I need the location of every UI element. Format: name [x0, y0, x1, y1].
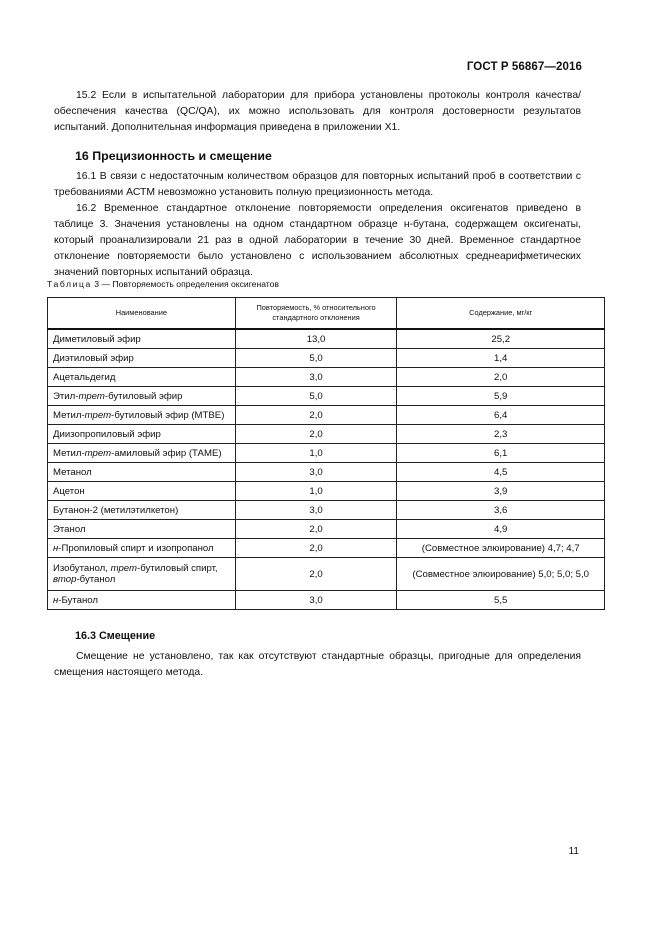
table-row	[48, 558, 605, 591]
repeatability-value: 3,0	[235, 591, 397, 610]
paragraph-16-1: 16.1 В связи с недостаточным количеством образцов для повторных испытаний проб в соответствии с требованиями АСТМ невозможно установить полную прецизионность метода.	[54, 171, 581, 198]
compound-name: Диэтиловый эфир	[48, 349, 236, 368]
repeatability-table	[47, 297, 605, 610]
table-row	[48, 463, 605, 482]
content-value: 3,9	[397, 482, 605, 501]
table-row	[48, 539, 605, 558]
repeatability-value: 5,0	[235, 349, 397, 368]
repeatability-value: 1,0	[235, 444, 397, 463]
paragraph-15-2: 15.2 Если в испытательной лаборатории для прибора установлены протоколы контроля качества/обеспечения качества (QC/QA), их можно использовать для контроля достоверности результатов испытаний. Дополнительная информация приведена в приложении X1.	[54, 90, 581, 133]
table-row	[48, 482, 605, 501]
caption-text: 3 — Повторяемость определения оксигенатов	[91, 279, 279, 289]
compound-name: Метил-трет-бутиловый эфир (МТВЕ)	[48, 406, 236, 425]
compound-name: н-Пропиловый спирт и изопропанол	[48, 539, 236, 558]
compound-name: Метанол	[48, 463, 236, 482]
compound-name: Диизопропиловый эфир	[48, 425, 236, 444]
table-row	[48, 520, 605, 539]
repeatability-value: 2,0	[235, 558, 397, 591]
standard-designation: ГОСТ Р 56867—2016	[466, 61, 582, 73]
repeatability-value: 2,0	[235, 425, 397, 444]
compound-name: н-Бутанол	[48, 591, 236, 610]
table-row	[48, 349, 605, 368]
content-value: 2,0	[397, 368, 605, 387]
page-number: 11	[568, 846, 579, 857]
table-row	[48, 444, 605, 463]
header-content: Содержание, мг/кг	[397, 298, 605, 330]
section-16-title: 16 Прецизионность и смещение	[75, 149, 272, 163]
content-value: (Совместное элюирование) 4,7; 4,7	[397, 539, 605, 558]
content-value: (Совместное элюирование) 5,0; 5,0; 5,0	[397, 558, 605, 591]
caption-label: Таблица	[47, 279, 92, 289]
compound-name: Изобутанол, трет-бутиловый спирт, втор-бутанол	[48, 558, 236, 591]
compound-name: Этил-трет-бутиловый эфир	[48, 387, 236, 406]
content-value: 4,5	[397, 463, 605, 482]
repeatability-value: 3,0	[235, 368, 397, 387]
content-value: 6,1	[397, 444, 605, 463]
content-value: 2,3	[397, 425, 605, 444]
compound-name: Метил-трет-амиловый эфир (ТАМЕ)	[48, 444, 236, 463]
compound-name: Бутанон-2 (метилэтилкетон)	[48, 501, 236, 520]
table-row	[48, 591, 605, 610]
content-value: 5,9	[397, 387, 605, 406]
repeatability-value: 13,0	[235, 329, 397, 349]
content-value: 6,4	[397, 406, 605, 425]
table-row	[48, 329, 605, 349]
paragraph-16-3: Смещение не установлено, так как отсутствуют стандартные образцы, пригодные для определения смещения настоящего метода.	[54, 651, 581, 678]
content-value: 3,6	[397, 501, 605, 520]
compound-name: Ацетальдегид	[48, 368, 236, 387]
paragraph-16-2: 16.2 Временное стандартное отклонение повторяемости определения оксигенатов приведено в таблице 3. Значения установлены на одном стандартном образце н-бутана, содержащем оксигенаты, который проанализировали 21 раз в одной лаборатории в течение 30 дней. Временное стандартное отклонение повторяемости было установлено с использованием абсолютных среднеарифметических значений повторных испытаний образца.	[54, 203, 581, 278]
table-header-row	[48, 298, 605, 330]
section-16-3-title: 16.3 Смещение	[75, 630, 156, 642]
table-3-caption	[47, 279, 279, 289]
header-name: Наименование	[48, 298, 236, 330]
repeatability-value: 2,0	[235, 406, 397, 425]
repeatability-value: 2,0	[235, 539, 397, 558]
repeatability-value: 5,0	[235, 387, 397, 406]
table-row	[48, 501, 605, 520]
table-row	[48, 425, 605, 444]
repeatability-value: 2,0	[235, 520, 397, 539]
repeatability-value: 3,0	[235, 501, 397, 520]
repeatability-value: 3,0	[235, 463, 397, 482]
repeatability-value: 1,0	[235, 482, 397, 501]
header-repeatability: Повторяемость, % относительного стандартного отклонения	[235, 298, 397, 330]
content-value: 1,4	[397, 349, 605, 368]
compound-name: Диметиловый эфир	[48, 329, 236, 349]
compound-name: Ацетон	[48, 482, 236, 501]
table-row	[48, 406, 605, 425]
table-row	[48, 387, 605, 406]
table-row	[48, 368, 605, 387]
content-value: 25,2	[397, 329, 605, 349]
content-value: 4,9	[397, 520, 605, 539]
content-value: 5,5	[397, 591, 605, 610]
compound-name: Этанол	[48, 520, 236, 539]
